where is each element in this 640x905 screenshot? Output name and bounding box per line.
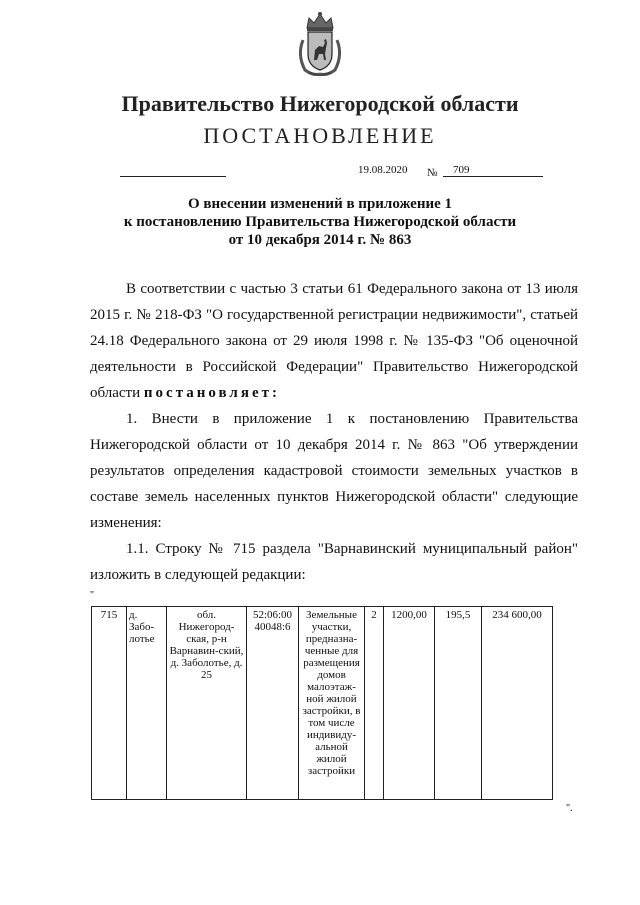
cadastral-table	[91, 606, 553, 800]
paragraph-item-1	[90, 406, 578, 536]
number-sign: №	[427, 167, 438, 179]
subject-line-3: от 10 декабря 2014 г. № 863	[228, 232, 412, 248]
document-type: ПОСТАНОВЛЕНИЕ	[203, 123, 437, 148]
item-1-1-text: 1.1. Строку № 715 раздела "Варнавинский муниципальный район" изложить в следующей редакции:	[90, 541, 578, 583]
cell-cadastral-value: 234 600,00	[482, 607, 553, 800]
document-subject	[0, 195, 640, 249]
item-1-text: 1. Внести в приложение 1 к постановлению Правительства Нижегородской области от 10 декабря 2014 г. № 863 "Об утверждении результатов определения кадастровой стоимости земельных участков в составе земель населенных пунктов Нижегородской области" следующие изменения:	[90, 411, 578, 531]
document-date: 19.08.2020	[358, 164, 408, 176]
cell-group: 2	[365, 607, 384, 800]
paragraph-item-1-1	[90, 536, 578, 588]
cell-specific-value: 195,5	[435, 607, 482, 800]
paragraph-preamble	[90, 276, 578, 406]
cell-area: 1200,00	[384, 607, 435, 800]
subject-line-2: к постановлению Правительства Нижегородской области	[123, 214, 517, 230]
cell-cadastral-number: 52:06:00 40048:6	[247, 607, 299, 800]
quote-open: "	[90, 590, 95, 601]
cell-locality: д. Забо-лотье	[127, 607, 167, 800]
table-row	[92, 607, 553, 800]
decree-word: постановляет:	[143, 385, 280, 401]
cell-number: 715	[92, 607, 127, 800]
date-underline	[120, 176, 226, 177]
number-underline	[443, 176, 543, 177]
document-number: 709	[453, 164, 470, 176]
coat-of-arms-emblem	[295, 10, 345, 78]
subject-line-1: О внесении изменений в приложение 1	[187, 196, 453, 212]
cell-address: обл. Нижегород-ская, р-н Варнавин-ский, д. Заболотье, д. 25	[167, 607, 247, 800]
cell-purpose: Земельные участки, предназна-ченные для размещения домов малоэтаж-ной жилой застройки, в том числе индивиду-альной жилой застройки	[299, 607, 365, 800]
preamble-text: В соответствии с частью 3 статьи 61 Федерального закона от 13 июля 2015 г. № 218-ФЗ "О государственной регистрации недвижимости", статьей 24.18 Федерального закона от 29 июля 1998 г. № 135-ФЗ "Об оценочной деятельности в Российской Федерации" Правительство Нижегородской области	[90, 281, 578, 401]
government-title: Правительство Нижегородской области	[121, 91, 519, 116]
quote-close: ".	[566, 803, 573, 814]
